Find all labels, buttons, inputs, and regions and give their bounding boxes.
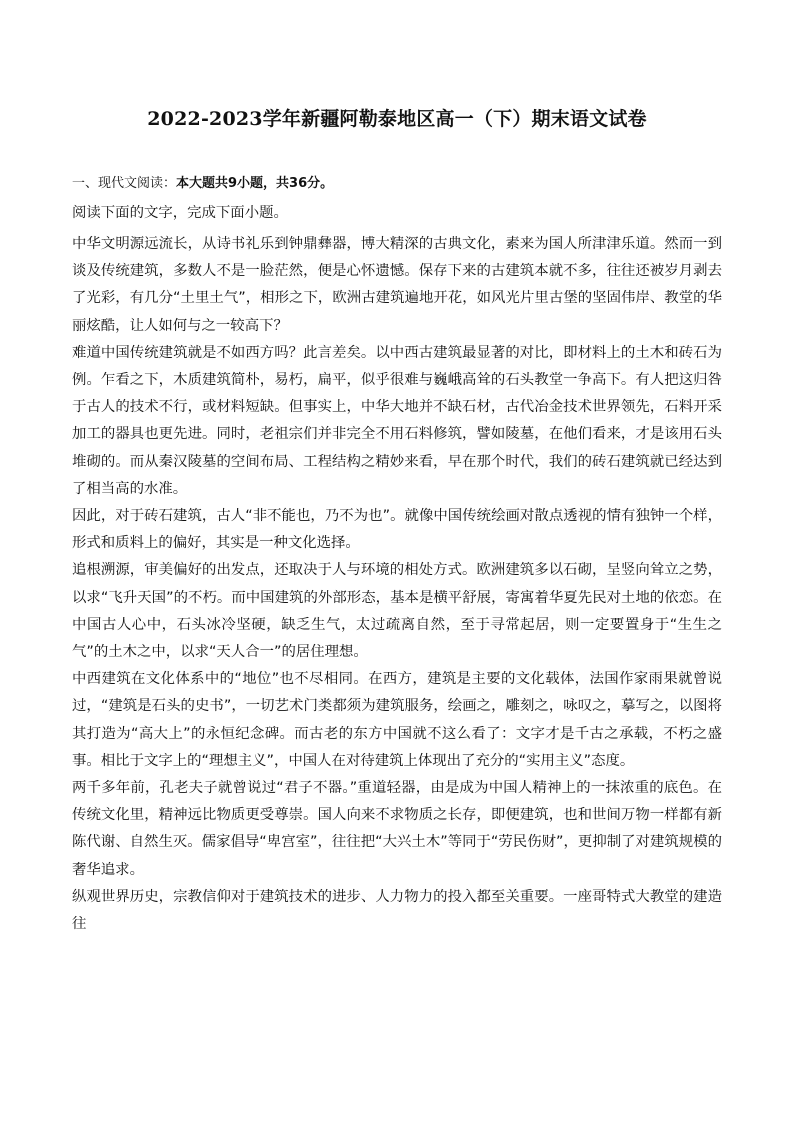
passage-paragraph: 中华文明源远流长，从诗书礼乐到钟鼎彝器，博大精深的古典文化，素来为国人所津津乐道。然而一到谈及传统建筑，多数人不是一脸茫然，便是心怀遗憾。保存下来的古建筑本就不多，往往还被岁月剥去了光彩，有几分“土里土气”，相形之下，欧洲古建筑遍地开花，如风光片里古堡的坚固伟岸、教堂的华丽炫酷，让人如何与之一较高下？: [72, 236, 722, 334]
page-title: 2022-2023学年新疆阿勒泰地区高一（下）期末语文试卷: [147, 108, 647, 130]
section-heading-prefix: 一、现代文阅读：: [72, 176, 177, 191]
passage-paragraph: 追根溯源，审美偏好的出发点，还取决于人与环境的相处方式。欧洲建筑多以石砌，呈竖向耸立之势，以求“飞升天国”的不朽。而中国建筑的外部形态，基本是横平舒展，寄寓着华夏先民对土地的依恋。在中国古人心中，石头冰冷坚硬，缺乏生气，太过疏离自然，至于寻常起居，则一定要置身于“生生之气”的土木之中，以求“天人合一”的居住理想。: [72, 562, 722, 661]
passage-paragraph: 纵观世界历史，宗教信仰对于建筑技术的进步、人力物力的投入都至关重要。一座哥特式大教堂的建造往: [72, 888, 722, 933]
passage-paragraph: 因此，对于砖石建筑，古人“非不能也，乃不为也”。就像中国传统绘画对散点透视的情有独钟一个样，形式和质料上的偏好，其实是一种文化选择。: [72, 508, 722, 552]
passage-paragraph: 中西建筑在文化体系中的“地位”也不尽相同。在西方，建筑是主要的文化载体，法国作家雨果就曾说过，“建筑是石头的史书”，一切艺术门类都须为建筑服务，绘画之，雕刻之，咏叹之，摹写之，以图将其打造为“高大上”的永恒纪念碑。而古老的东方中国就不这么看了：文字才是千古之承载，不朽之盛事。相比于文字上的“理想主义”，中国人在对待建筑上体现出了充分的“实用主义”态度。: [72, 671, 722, 769]
reading-passage: [72, 231, 722, 938]
reading-instruction: 阅读下面的文字，完成下面小题。: [72, 205, 288, 221]
section-heading-detail: 本大题共9小题，共36分。: [176, 176, 334, 191]
section-heading: [72, 172, 333, 191]
passage-paragraph: 难道中国传统建筑就是不如西方吗？此言差矣。以中西古建筑最显著的对比，即材料上的土木和砖石为例。乍看之下，木质建筑简朴，易朽，扁平，似乎很难与巍峨高耸的石头教堂一争高下。有人把这归咎于古人的技术不行，或材料短缺。但事实上，中华大地并不缺石材，古代冶金技术世界领先，石料开采加工的器具也更先进。同时，老祖宗们并非完全不用石料修筑，譬如陵墓，在他们看来，才是该用石头堆砌的。而从秦汉陵墓的空间布局、工程结构之精妙来看，早在那个时代，我们的砖石建筑就已经达到了相当高的水准。: [72, 344, 722, 497]
passage-paragraph: 两千多年前，孔老夫子就曾说过“君子不器。”重道轻器，由是成为中国人精神上的一抹浓重的底色。在传统文化里，精神远比物质更受尊崇。国人向来不求物质之长存，即便建筑，也和世间万物一样都有新陈代谢、自然生灭。儒家倡导“卑宫室”，往往把“大兴土木”等同于“劳民伤财”，更抑制了对建筑规模的奢华追求。: [72, 780, 722, 878]
